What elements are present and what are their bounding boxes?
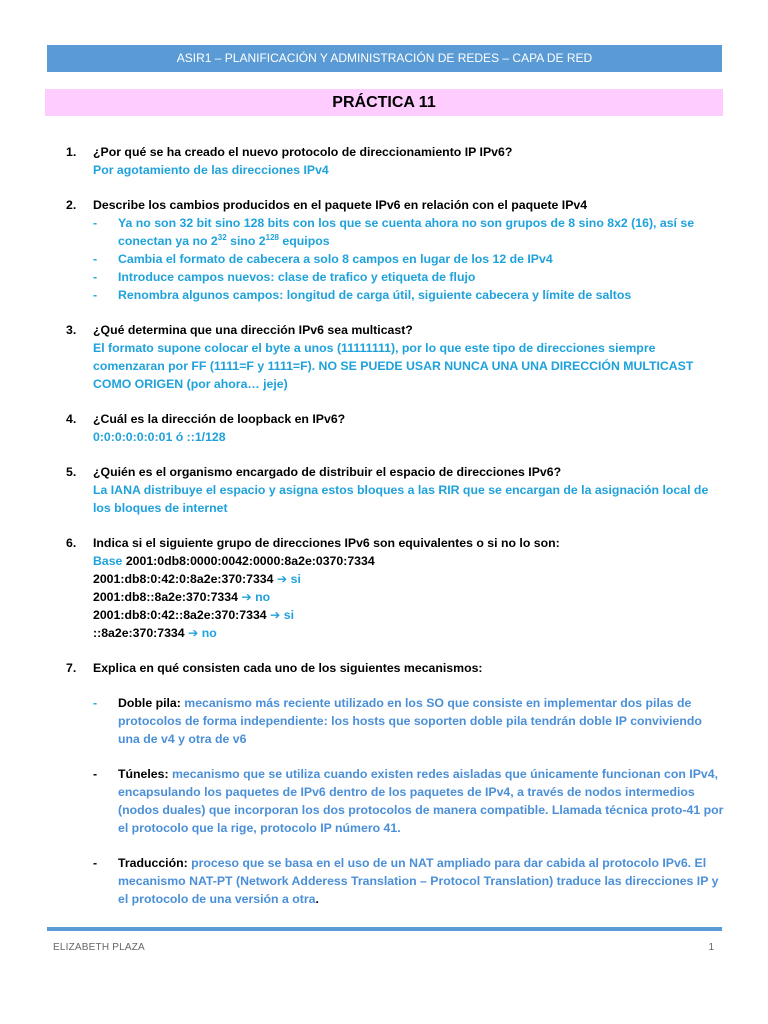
question-number: 5.: [66, 465, 77, 479]
page-title: PRÁCTICA 11: [45, 89, 723, 116]
address-row: [93, 606, 726, 624]
question-number: 1.: [66, 145, 77, 159]
question-1: [66, 143, 726, 179]
list-item: [93, 286, 726, 304]
dash-bullet: -: [93, 216, 98, 230]
answer-text: Renombra algunos campos: longitud de carga útil, siguiente cabecera y límite de saltos: [118, 288, 632, 302]
document-body: [66, 143, 726, 925]
answer-text: sino 2: [226, 234, 266, 248]
footer-divider: [47, 927, 722, 931]
result: si: [287, 572, 301, 586]
list-item: [93, 214, 726, 250]
question-text: ¿Por qué se ha creado el nuevo protocolo de direccionamiento IP IPv6?: [93, 145, 513, 159]
question-4: [66, 410, 726, 446]
list-item: [93, 250, 726, 268]
address-row: [93, 588, 726, 606]
question-number: 4.: [66, 412, 77, 426]
question-number: 6.: [66, 536, 77, 550]
question-5: [66, 463, 726, 517]
question-text: Describe los cambios producidos en el paquete IPv6 en relación con el paquete IPv4: [93, 198, 588, 212]
dash-bullet: -: [93, 696, 98, 710]
question-7: [66, 659, 726, 908]
base-address: 2001:0db8:0000:0042:0000:8a2e:0370:7334: [122, 554, 375, 568]
superscript: 128: [265, 232, 279, 242]
dash-bullet: -: [93, 288, 98, 302]
result: no: [251, 590, 271, 604]
question-2: [66, 196, 726, 304]
mechanism-term: Traducción:: [118, 856, 188, 870]
answer-text: El formato supone colocar el byte a unos (11111111), por lo que este tipo de direcciones siempre comenzaran por FF (1111=F y 1111=F). NO SE PUEDE USAR NUNCA UNA UNA DIRECCIÓN MULTICAST COMO ORIGEN (por ahora… jeje): [93, 341, 694, 391]
arrow-right-icon: ➔: [270, 608, 281, 622]
question-text: ¿Cuál es la dirección de loopback en IPv6?: [93, 412, 346, 426]
dash-bullet: -: [93, 856, 98, 870]
answer-text: Por agotamiento de las direcciones IPv4: [93, 163, 329, 177]
arrow-right-icon: ➔: [188, 626, 199, 640]
answer-text: 0:0:0:0:0:0:01 ó ::1/128: [93, 430, 226, 444]
question-text: ¿Quién es el organismo encargado de distribuir el espacio de direcciones IPv6?: [93, 465, 562, 479]
answer-text: Cambia el formato de cabecera a solo 8 campos en lugar de los 12 de IPv4: [118, 252, 553, 266]
mechanism-term: Doble pila:: [118, 696, 181, 710]
header-bar: ASIR1 – PLANIFICACIÓN Y ADMINISTRACIÓN DE REDES – CAPA DE RED: [47, 45, 722, 72]
address-row: [93, 624, 726, 642]
address: 2001:db8:0:42::8a2e:370:7334: [93, 608, 271, 622]
result: si: [280, 608, 295, 622]
mechanism-dual-stack: [93, 694, 726, 748]
question-number: 7.: [66, 661, 77, 675]
address: ::8a2e:370:7334: [93, 626, 189, 640]
base-label: Base: [93, 554, 123, 568]
mechanism-description: proceso que se basa en el uso de un NAT ampliado para dar cabida al protocolo IPv6. El mecanismo NAT-PT (Network Adderess Translation – Protocol Translation) traduce las direcciones IP y el protocolo de una versión a otra: [118, 856, 719, 906]
footer-author: ELIZABETH PLAZA: [53, 942, 145, 953]
question-number: 3.: [66, 323, 77, 337]
mechanism-tunnels: [93, 765, 726, 837]
answer-text: Introduce campos nuevos: clase de trafico y etiqueta de flujo: [118, 270, 476, 284]
answer-text: equipos: [279, 234, 330, 248]
address: 2001:db8:0:42:0:8a2e:370:7334: [93, 572, 277, 586]
mechanism-translation: [93, 854, 726, 908]
dash-bullet: -: [93, 252, 98, 266]
mechanism-term: Túneles:: [118, 767, 169, 781]
list-item: [93, 268, 726, 286]
superscript: 32: [217, 232, 227, 242]
answer-text: La IANA distribuye el espacio y asigna estos bloques a las RIR que se encargan de la asignación local de los bloques de internet: [93, 483, 709, 515]
question-text: ¿Qué determina que una dirección IPv6 sea multicast?: [93, 323, 413, 337]
question-3: [66, 321, 726, 393]
question-text: Explica en qué consisten cada uno de los siguientes mecanismos:: [93, 661, 483, 675]
dash-bullet: -: [93, 270, 98, 284]
address: 2001:db8::8a2e:370:7334: [93, 590, 242, 604]
answer-text: Ya no son 32 bit sino 128 bits con los que se cuenta ahora no son grupos de 8 sino 8x2 (16), así se conectan ya no 2: [118, 216, 695, 248]
question-text: Indica si el siguiente grupo de direcciones IPv6 son equivalentes o si no lo son:: [93, 536, 560, 550]
period: .: [315, 892, 319, 906]
answer-list: [93, 214, 726, 304]
address-row: [93, 570, 726, 588]
arrow-right-icon: ➔: [276, 572, 288, 586]
question-6: [66, 534, 726, 642]
mechanism-description: mecanismo más reciente utilizado en los SO que consiste en implementar dos pilas de protocolos de forma independiente: los hosts que soporten doble pila tendrán doble IP conviviendo una de v4 y otra de v6: [118, 696, 702, 746]
arrow-right-icon: ➔: [241, 590, 252, 604]
result: no: [198, 626, 217, 640]
question-number: 2.: [66, 198, 77, 212]
base-address-line: [93, 552, 726, 570]
page-number: 1: [708, 942, 714, 953]
dash-bullet: -: [93, 767, 98, 781]
mechanism-description: mecanismo que se utiliza cuando existen redes aisladas que únicamente funcionan con IPv4, encapsulando los paquetes de IPv6 dentro de los paquetes de IPv4, a través de nodos intermedios (nodos duales) que incorporan los dos protocolos de manera compatible. Llamada técnica proto-41 por el protocolo que la rige, protocolo IP número 41.: [118, 767, 724, 835]
